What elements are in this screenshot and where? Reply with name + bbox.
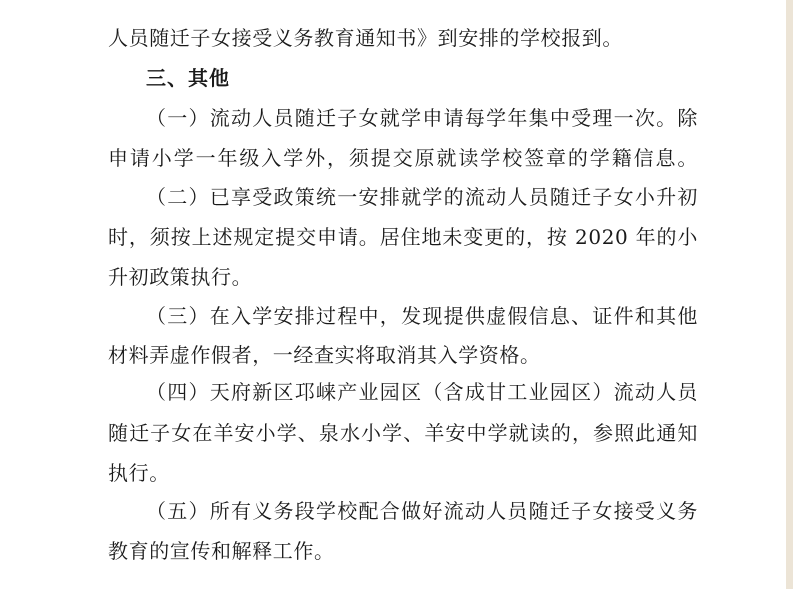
paragraph-line: （四）天府新区邛崃产业园区（含成甘工业园区）流动人员 (146, 380, 698, 404)
paragraph-line: 材料弄虚作假者，一经查实将取消其入学资格。 (108, 343, 541, 367)
paragraph-line: （五）所有义务段学校配合做好流动人员随迁子女接受义务 (146, 499, 698, 523)
section-heading: 三、其他 (146, 66, 230, 90)
paragraph-line: 申请小学一年级入学外，须提交原就读学校签章的学籍信息。 (108, 146, 698, 170)
paragraph-line: （二）已享受政策统一安排就学的流动人员随迁子女小升初 (146, 185, 698, 209)
paragraph-line: （一）流动人员随迁子女就学申请每学年集中受理一次。除 (146, 106, 698, 130)
paragraph-line: 教育的宣传和解释工作。 (108, 539, 335, 563)
paragraph-line: 升初政策执行。 (108, 265, 253, 289)
paragraph-line: 执行。 (108, 461, 170, 485)
paragraph-line: 随迁子女在羊安小学、泉水小学、羊安中学就读的，参照此通知 (108, 421, 698, 445)
paragraph-line: 人员随迁子女接受义务教育通知书》到安排的学校报到。 (108, 26, 623, 50)
page-edge (786, 0, 793, 589)
paragraph-line: （三）在入学安排过程中，发现提供虚假信息、证件和其他 (146, 304, 698, 328)
paragraph-line: 时，须按上述规定提交申请。居住地未变更的，按 2020 年的小 (108, 225, 698, 249)
